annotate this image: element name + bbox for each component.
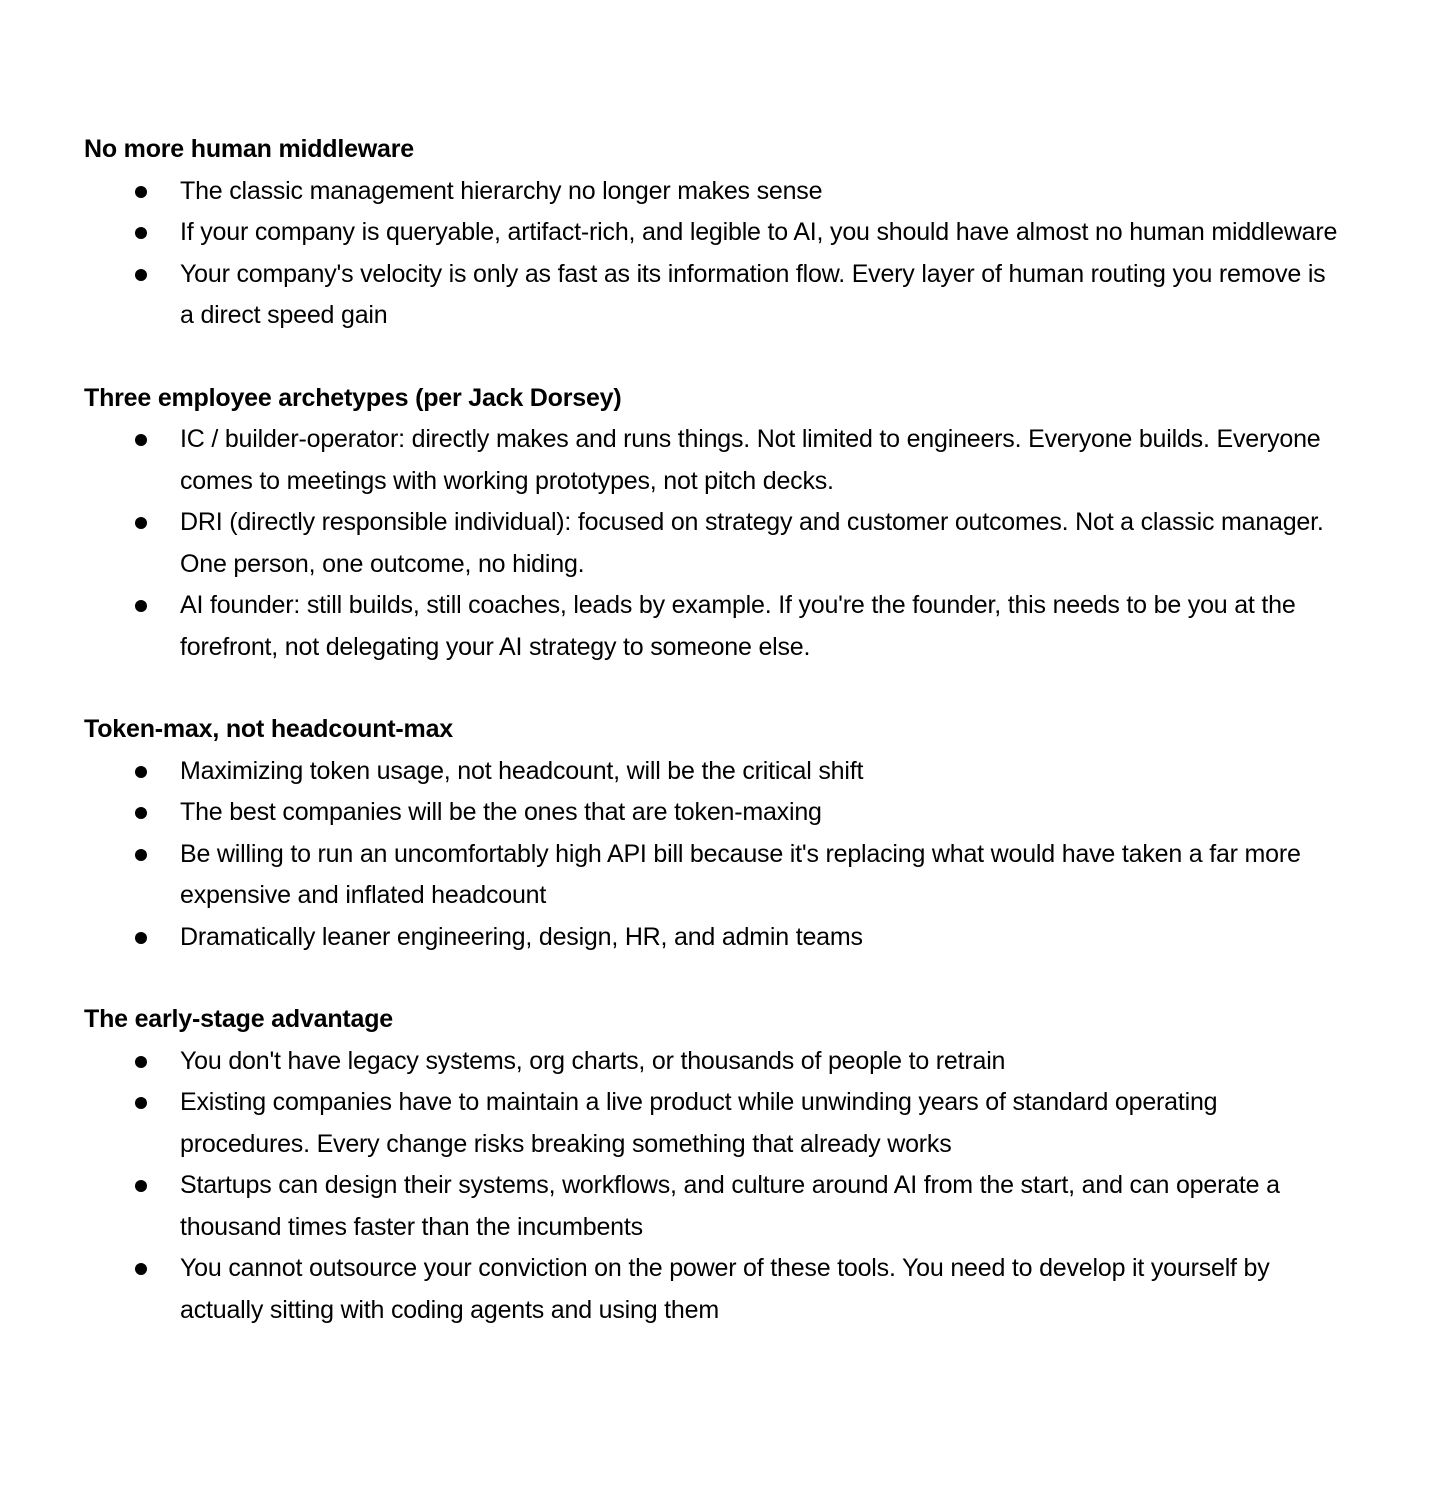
bullet-icon (135, 1097, 147, 1109)
list-item (84, 1082, 1342, 1165)
bullet-icon (135, 1263, 147, 1275)
list-item (84, 254, 1342, 337)
section-heading: Token-max, not headcount-max (84, 715, 453, 743)
bullet-icon (135, 932, 147, 944)
list-item-text: You don't have legacy systems, org charts, or thousands of people to retrain (180, 1046, 1006, 1075)
section-employee-archetypes (84, 378, 1342, 669)
bullet-icon (135, 1056, 147, 1068)
bullet-icon (135, 766, 147, 778)
bullet-icon (135, 807, 147, 819)
list-item (84, 917, 1342, 959)
list-item (84, 1165, 1342, 1248)
section-human-middleware (84, 129, 1342, 337)
bullet-icon (135, 1180, 147, 1192)
list-item (84, 792, 1342, 834)
bullet-icon (135, 434, 147, 446)
bullet-list (84, 1041, 1342, 1332)
list-item (84, 171, 1342, 213)
list-item (84, 1041, 1342, 1083)
list-item-text: Your company's velocity is only as fast as its information flow. Every layer of human routing you remove is a direct speed gain (180, 259, 1326, 329)
list-item-text: Dramatically leaner engineering, design, HR, and admin teams (180, 922, 863, 951)
list-item-text: IC / builder-operator: directly makes and runs things. Not limited to engineers. Everyone builds. Everyone comes to meetings with working prototypes, not pitch decks. (180, 425, 1321, 495)
list-item-text: You cannot outsource your conviction on the power of these tools. You need to develop it yourself by actually sitting with coding agents and using them (180, 1254, 1270, 1324)
list-item-text: Maximizing token usage, not headcount, will be the critical shift (180, 756, 864, 785)
list-item-text: The best companies will be the ones that are token-maxing (180, 798, 822, 826)
list-item-text: Be willing to run an uncomfortably high API bill because it's replacing what would have taken a far more expensive and inflated headcount (180, 839, 1301, 909)
section-heading: No more human middleware (84, 135, 414, 163)
bullet-list (84, 751, 1342, 959)
list-item (84, 502, 1342, 585)
list-item (84, 585, 1342, 668)
bullet-icon (135, 849, 147, 861)
list-item (84, 212, 1342, 254)
bullet-icon (135, 600, 147, 612)
bullet-list (84, 171, 1342, 337)
list-item (84, 1248, 1342, 1331)
list-item-text: Existing companies have to maintain a live product while unwinding years of standard operating procedures. Every change risks breaking something that already works (180, 1088, 1218, 1158)
list-item-text: DRI (directly responsible individual): focused on strategy and customer outcomes. Not a classic manager. One person, one outcome, no hiding. (180, 508, 1324, 578)
bullet-icon (135, 517, 147, 529)
list-item-text: If your company is queryable, artifact-rich, and legible to AI, you should have almost no human middleware (180, 218, 1338, 246)
list-item-text: The classic management hierarchy no longer makes sense (180, 176, 823, 205)
bullet-icon (135, 269, 147, 281)
section-early-stage-advantage (84, 999, 1342, 1331)
section-heading: The early-stage advantage (84, 1005, 394, 1033)
list-item-text: Startups can design their systems, workflows, and culture around AI from the start, and can operate a thousand times faster than the incumbents (180, 1171, 1280, 1241)
section-token-max (84, 709, 1342, 958)
list-item (84, 751, 1342, 793)
list-item (84, 834, 1342, 917)
bullet-icon (135, 186, 147, 198)
bullet-list (84, 419, 1342, 668)
list-item-text: AI founder: still builds, still coaches, leads by example. If you're the founder, this needs to be you at the forefront, not delegating your AI strategy to someone else. (180, 591, 1296, 661)
list-item (84, 419, 1342, 502)
section-heading: Three employee archetypes (per Jack Dorsey) (84, 383, 622, 412)
bullet-icon (135, 227, 147, 239)
